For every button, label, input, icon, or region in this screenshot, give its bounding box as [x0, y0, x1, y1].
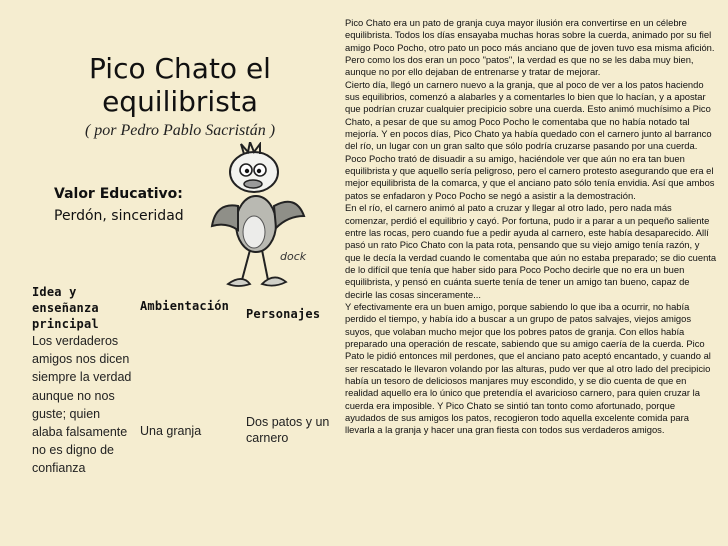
story-text: Pico Chato era un pato de granja cuya mayor ilusión era convertirse en un célebre equilibrista. Todos los días ensayaba muchas horas sobre la cuerda, animado por su fiel amigo Poco Pocho, otro pato un poco más anciano que de joven tuvo esa misma afición. Pero como los dos eran un poco "patos", la verdad es que no se les daba muy bien, aunque no por ello dejaban de entrenarse y tratar de mejorar. Cierto día, llegó un carnero nuevo a la granja, que al poco de ver a los patos haciendo sus equilibrios, comenzó a alabarles y a comentarles lo bien que lo hacían, y a apostar que podrían cruzar cualquier precipicio sobre una cuerda. Esto animó muchísimo a Pico Chato, a pesar de que su amog Poco Pocho le comentaba que no había notado tal mejoría. Y en pocos días, Pico Chato ya había quedado con el carnero junto al barranco del río, un lugar con un gran salto que sólo podría cruzarse pasando por una cuerda. Poco Pocho trató de disuadir a su amigo, haciéndole ver que aún no era tan buen equilibrista y que aquello sería peligroso, pero el carnero protesto asegurando que era el mejor equilibrista de la comarca, y que el anciano pato sólo tenía envidia. Así que ambos patos se enfadaron y Poco Pocho se negó a asistir a la demostración. En el río, el carnero animó al pato a cruzar y llegar al otro lado, pero nada más comenzar, perdió el equilibrio y cayó. Por fortuna, pudo ir a parar a un pequeño saliente entre las rocas, pero cuando fue a pedir ayuda al carnero, este había desaparecido. Allí pasó un rato Pico Chato con la pata rota, pensando que su viejo amigo tenía razón, y que le decía la verdad cuando le comentaba que aún no estaba preparado; se dio cuenta de lo difícil que tenía que haber sido para Poco Pocho decirle que no era un buen equilibrista, y pensó en cuánta suerte tenía de tener un amigo tan bueno, capaz de decirle las cosas sinceramente... Y efectivamente era un buen amigo, porque sabiendo lo que iba a ocurrir, no había perdido el tiempo, y había ido a buscar a un grupo de patos salvajes, viejos amigos suyos, que volaban mucho mejor que los pobres patos de granja. Con ellos había preparado una operación de rescate, sabiendo que su amigo caería de la cuerda. Pico Pato le pidió entonces mil perdones, que el anciano pato aceptó encantado, y cuando al ser rescatado le llevaron volando por las alturas, pudo ver que al otro lado del precipicio había un tesoro de deliciosos manjares muy escondido, y se dio cuenta de que en realidad aquello era lo único que pretendía el avaricioso carnero, para quien cruzar la cuerda era imposible. Y Pico Chato se sintió tan tonto como afortunado, porque ayudados de sus amigos los patos, recogieron todo aquella excelente comida para llevarla a la granja y hacer una gran fiesta con todos sus verdaderos amigos.: [345, 17, 717, 436]
page-title: Pico Chato el equilibrista: [89, 52, 271, 118]
table-cell: Dos patos y un carnero: [246, 415, 330, 445]
table-cell: Los verdaderos amigos nos dicen siempre la verdad aunque no nos guste; quien alaba falsamente no es digno de confianza: [32, 334, 132, 476]
table-header: Personajes: [246, 307, 321, 321]
author-line: ( por Pedro Pablo Sacristán ): [84, 122, 276, 139]
summary-table: [32, 284, 338, 530]
educational-value-label: Valor Educativo:: [54, 186, 183, 202]
educational-value: [54, 186, 184, 224]
educational-value-text: Perdón, sinceridad: [54, 208, 184, 224]
table-column-personajes: [246, 284, 338, 445]
table-cell: Una granja: [140, 424, 202, 438]
table-column-idea: [32, 284, 132, 478]
duck-illustration: [208, 142, 318, 302]
illustration-signature: dock: [280, 250, 307, 263]
table-header: Ambientación: [140, 299, 230, 313]
table-column-ambientacion: [140, 284, 240, 438]
table-header: Idea y enseñanza principal: [32, 285, 99, 331]
